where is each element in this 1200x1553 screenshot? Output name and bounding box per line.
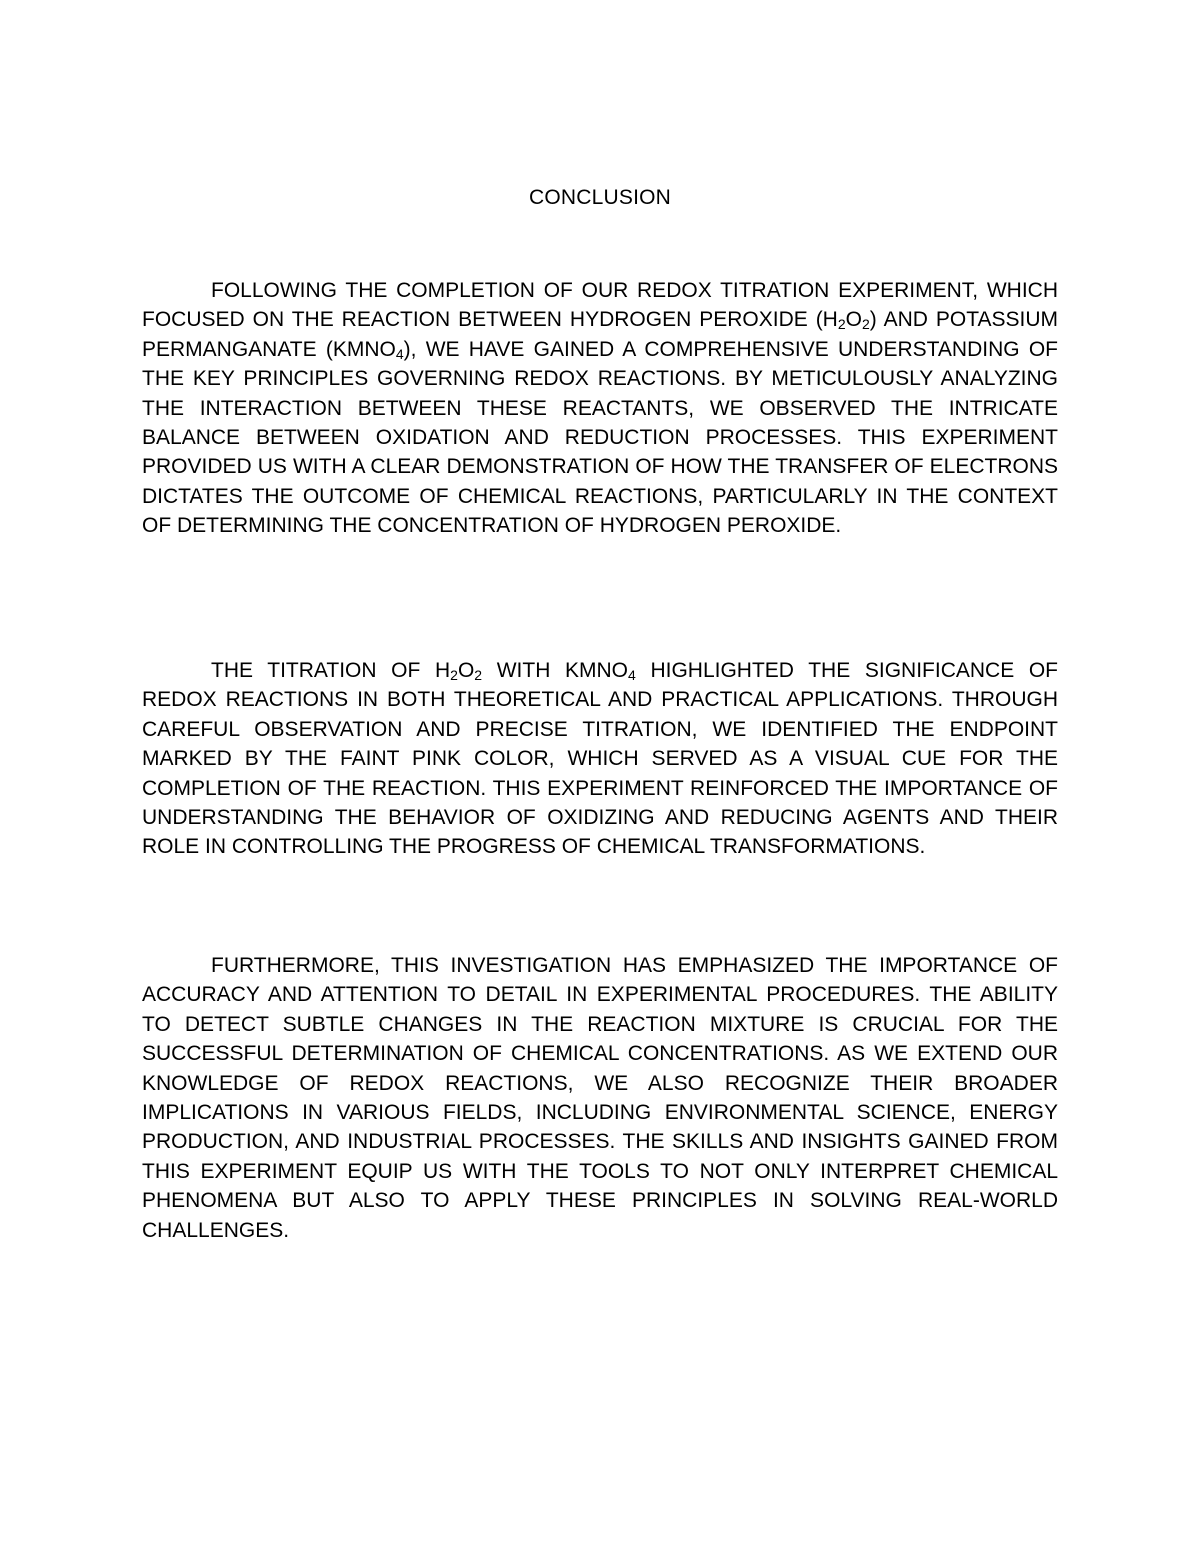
paragraph-1-text-3: ) AND POTASSIUM PERMANGANATE (KMNO [142, 308, 1059, 361]
subscript-4: 4 [395, 345, 404, 362]
subscript-2: 2 [474, 667, 483, 683]
subscript-2: 2 [837, 316, 846, 333]
paragraph-2-text-4: HIGHLIGHTED THE SIGNIFICANCE OF REDOX REACTIONS IN BOTH THEORETICAL AND PRACTICAL APPLICATIONS. THROUGH CAREFUL OBSERVATION AND PRECISE TITRATION, WE IDENTIFIED THE ENDPOINT MARKED BY THE FAINT PINK COLOR, WHICH SERVED AS A VISUAL CUE FOR THE COMPLETION OF THE REACTION. THIS EXPERIMENT REINFORCED THE IMPORTANCE OF UNDERSTANDING THE BEHAVIOR OF OXIDIZING AND REDUCING AGENTS AND THEIR ROLE IN CONTROLLING THE PROGRESS OF CHEMICAL TRANSFORMATIONS. [142, 659, 1059, 859]
subscript-4: 4 [628, 667, 636, 683]
subscript-2: 2 [862, 316, 870, 333]
document-title: CONCLUSION [528, 186, 672, 209]
paragraph-3 [142, 951, 1058, 1245]
paragraph-1-text-4: ), WE HAVE GAINED A COMPREHENSIVE UNDERSTANDING OF THE KEY PRINCIPLES GOVERNING REDOX REACTIONS. BY METICULOUSLY ANALYZING THE INTERACTION BETWEEN THESE REACTANTS, WE OBSERVED THE INTRICATE BALANCE BETWEEN OXIDATION AND REDUCTION PROCESSES. THIS EXPERIMENT PROVIDED US WITH A CLEAR DEMONSTRATION OF HOW THE TRANSFER OF ELECTRONS DICTATES THE OUTCOME OF CHEMICAL REACTIONS, PARTICULARLY IN THE CONTEXT OF DETERMINING THE CONCENTRATION OF HYDROGEN PEROXIDE. [142, 337, 1058, 538]
subscript-2: 2 [450, 667, 458, 683]
paragraph-2-text-3: WITH KMNO [482, 659, 629, 682]
paragraph-1-text-1: FOLLOWING THE COMPLETION OF OUR REDOX TITRATION EXPERIMENT, WHICH FOCUSED ON THE REACTION BETWEEN HYDROGEN PEROXIDE (H [142, 279, 1058, 332]
paragraph-1 [142, 276, 1058, 541]
paragraph-2-text-1: THE TITRATION OF H [211, 659, 451, 682]
paragraph-3-text-1: FURTHERMORE, THIS INVESTIGATION HAS EMPHASIZED THE IMPORTANCE OF ACCURACY AND ATTENTION TO DETAIL IN EXPERIMENTAL PROCEDURES. THE ABILITY TO DETECT SUBTLE CHANGES IN THE REACTION MIXTURE IS CRUCIAL FOR THE SUCCESSFUL DETERMINATION OF CHEMICAL CONCENTRATIONS. AS WE EXTEND OUR KNOWLEDGE OF REDOX REACTIONS, WE ALSO RECOGNIZE THEIR BROADER IMPLICATIONS IN VARIOUS FIELDS, INCLUDING ENVIRONMENTAL SCIENCE, ENERGY PRODUCTION, AND INDUSTRIAL PROCESSES. THE SKILLS AND INSIGHTS GAINED FROM THIS EXPERIMENT EQUIP US WITH THE TOOLS TO NOT ONLY INTERPRET CHEMICAL PHENOMENA BUT ALSO TO APPLY THESE PRINCIPLES IN SOLVING REAL-WORLD CHALLENGES. [142, 954, 1058, 1242]
paragraph-2 [142, 656, 1058, 862]
paragraph-1-text-2: O [845, 308, 862, 332]
paragraph-2-text-2: O [457, 659, 475, 682]
